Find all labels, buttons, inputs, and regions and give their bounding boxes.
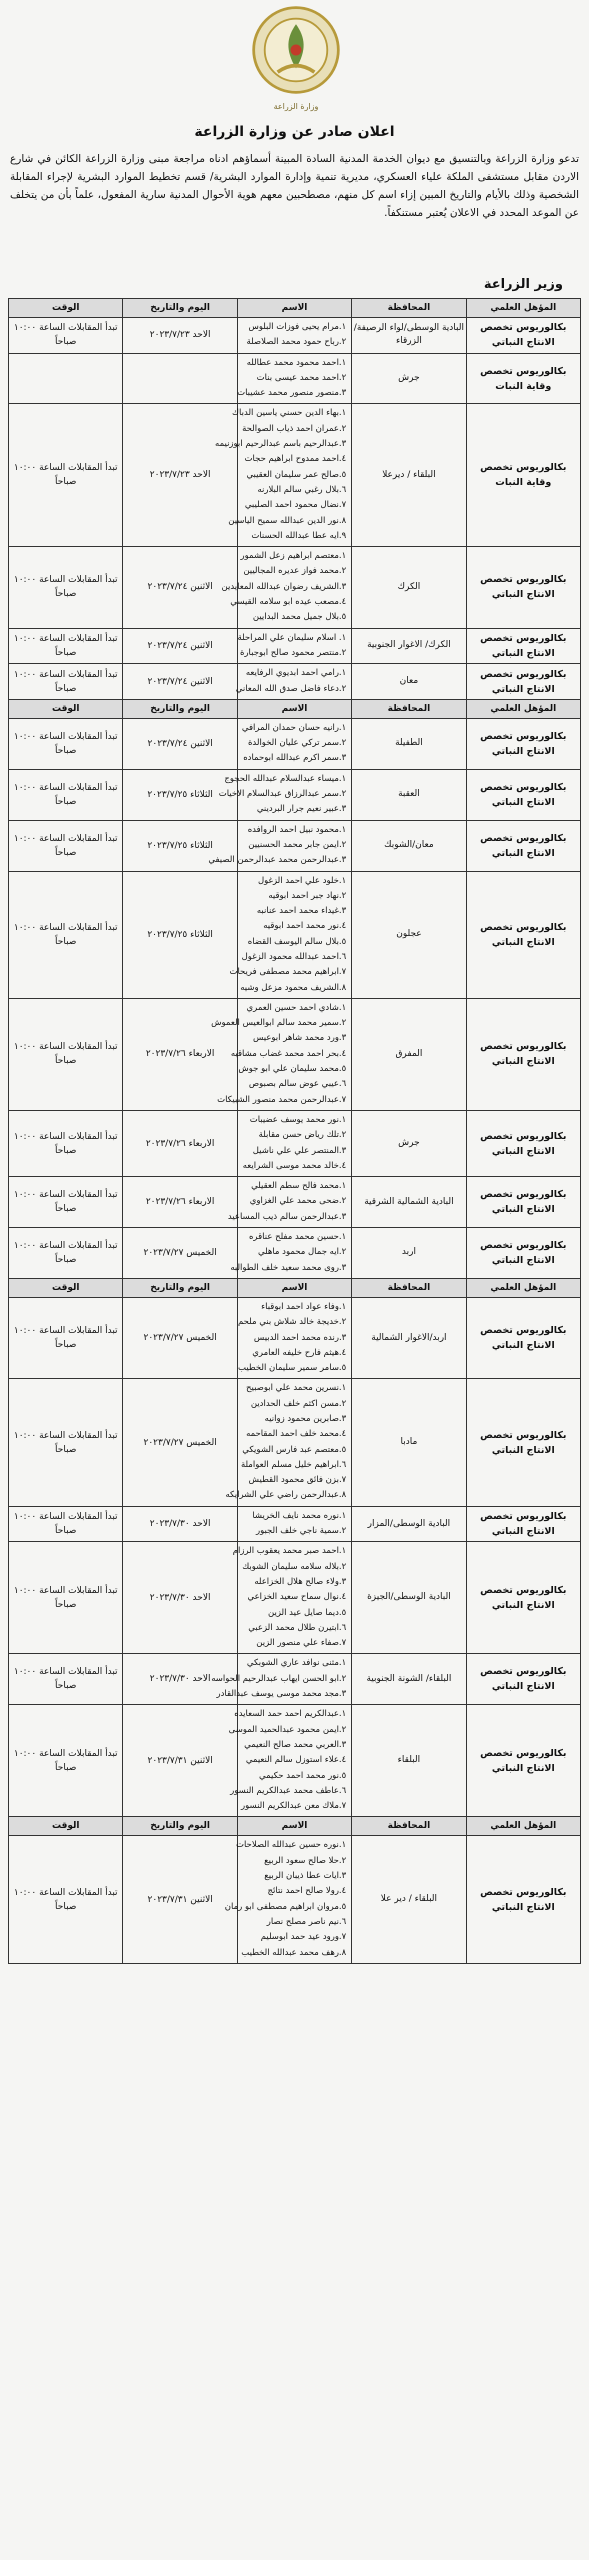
governorate-cell: معان/الشوبك bbox=[352, 820, 466, 871]
header-name: الاسم bbox=[237, 1278, 351, 1297]
date-cell: الاثنين ٢٠٢٣/٧/٢٤ bbox=[123, 664, 237, 700]
date-cell: الخميس ٢٠٢٣/٧/٢٧ bbox=[123, 1297, 237, 1378]
table-row bbox=[9, 404, 581, 547]
candidate-name: ١.رانيه حسان حمدان المرافي bbox=[241, 722, 347, 733]
governorate-cell: الكرك/ الاغوار الجنوبية bbox=[352, 628, 466, 664]
ministry-logo bbox=[250, 4, 342, 96]
candidate-name: ٣.المنتصر علي علي ناشيل bbox=[252, 1145, 347, 1156]
table-row bbox=[9, 769, 581, 820]
qualification-cell: بكالوريوس تخصص وقاية النبات bbox=[466, 353, 580, 404]
candidate-name: ١.ميساء عبدالسلام عبدالله الحجوج bbox=[224, 773, 347, 784]
governorate-cell: العقبة bbox=[352, 769, 466, 820]
candidate-name: ٤.بحر احمد محمد غضاب مشاقبه bbox=[230, 1048, 347, 1059]
candidate-name: ٣.عبير نعيم جرار البرديني bbox=[256, 804, 347, 815]
qualification-cell: بكالوريوس تخصص الانتاج النباتي bbox=[466, 1110, 580, 1176]
candidate-name: ١.احمد صبر محمد يعقوب الرزام bbox=[232, 1546, 347, 1557]
names-cell bbox=[218, 769, 351, 820]
time-cell: تبدأ المقابلات الساعة ١٠:٠٠ صباحاً bbox=[9, 1297, 123, 1378]
candidate-name: ٣.صابرين محمود زوانيه bbox=[264, 1414, 347, 1424]
qualification-cell: بكالوريوس تخصص الانتاج النباتي bbox=[466, 1542, 580, 1654]
qualification-cell: بكالوريوس تخصص الانتاج النباتي bbox=[466, 1297, 580, 1378]
header-governorate: المحافظة bbox=[352, 1278, 466, 1297]
date-cell: الاحد ٢٠٢٣/٧/٣٠ bbox=[123, 1654, 237, 1705]
table-row bbox=[9, 1379, 581, 1506]
time-cell: تبدأ المقابلات الساعة ١٠:٠٠ صباحاً bbox=[9, 628, 123, 664]
candidate-name: ٧.ورود عيد حمد ابوسليم bbox=[260, 1932, 347, 1943]
qualification-cell: بكالوريوس تخصص الانتاج النباتي bbox=[466, 1836, 580, 1963]
date-cell: الاحد ٢٠٢٣/٧/٣٠ bbox=[123, 1506, 237, 1542]
qualification-cell: بكالوريوس تخصص الانتاج النباتي bbox=[466, 664, 580, 700]
qualification-cell: بكالوريوس تخصص الانتاج النباتي bbox=[466, 628, 580, 664]
candidate-name: ٢.سمير محمد سالم ابوالعيس العموش bbox=[211, 1018, 347, 1029]
date-cell: الاربعاء ٢٠٢٣/٧/٢٦ bbox=[123, 1110, 237, 1176]
date-cell bbox=[123, 353, 237, 404]
qualification-cell: بكالوريوس تخصص الانتاج النباتي bbox=[466, 547, 580, 628]
qualification-cell: بكالوريوس تخصص الانتاج النباتي bbox=[466, 1506, 580, 1542]
governorate-cell: البادية الشمالية الشرقية bbox=[352, 1177, 466, 1228]
time-cell: تبدأ المقابلات الساعة ١٠:٠٠ صباحاً bbox=[9, 1506, 123, 1542]
date-cell: الاثنين ٢٠٢٣/٧/٢٤ bbox=[123, 547, 237, 628]
governorate-cell: معان bbox=[352, 664, 466, 700]
candidate-name: ٧.نضال محمود احمد الصليبي bbox=[244, 500, 347, 511]
candidate-name: ٢.ايه جمال محمود ماهلي bbox=[257, 1247, 347, 1258]
governorate-cell: البلقاء/ الشونة الجنوبية bbox=[352, 1654, 466, 1705]
candidate-name: ٦.نيم ناصر مصلح نصار bbox=[266, 1916, 347, 1927]
candidate-name: ٥.مروان ابراهيم مصطفى ابو رمان bbox=[224, 1901, 347, 1912]
candidate-name: ١.بهاء الدين حسني ياسين الدباك bbox=[232, 408, 347, 419]
header-governorate: المحافظة bbox=[352, 299, 466, 318]
candidate-name: ٢.سمر تركي عليان الخوالدة bbox=[247, 738, 347, 749]
names-cell bbox=[224, 1836, 351, 1963]
header-date: اليوم والتاريخ bbox=[123, 1817, 237, 1836]
names-cell bbox=[237, 628, 351, 664]
candidate-name: ٦.عاطف محمد عبدالكريم النسور bbox=[230, 1785, 347, 1796]
candidate-name: ٣.مجد محمد موسى يوسف عبدالقادر bbox=[216, 1689, 347, 1700]
governorate-cell: عجلون bbox=[352, 871, 466, 998]
names-cell bbox=[211, 1654, 351, 1705]
governorate-cell: الطفيلة bbox=[352, 718, 466, 769]
candidate-name: ٣.ايات عطا ذيبان الربيع bbox=[264, 1871, 347, 1882]
table-row bbox=[9, 353, 581, 404]
names-cell bbox=[208, 820, 351, 871]
time-cell: تبدأ المقابلات الساعة ١٠:٠٠ صباحاً bbox=[9, 1705, 123, 1817]
names-cell bbox=[227, 1177, 351, 1228]
candidate-name: ١.مرام يحيى فوزات البلوس bbox=[248, 322, 347, 332]
candidate-name: ٥.بلال جميل محمد البدايين bbox=[252, 612, 347, 623]
candidate-name: ٧.ابراهيم محمد مصطفى فريحات bbox=[229, 967, 347, 978]
header-time: الوقت bbox=[9, 299, 123, 318]
candidate-name: ٢.حلا صالح سعود الربيع bbox=[264, 1855, 347, 1866]
date-cell: الثلاثاء ٢٠٢٣/٧/٢٥ bbox=[123, 820, 237, 871]
table-row bbox=[9, 1110, 581, 1176]
table-row bbox=[9, 1542, 581, 1654]
candidate-name: ٤.مصعب عيده ابو سلامه القيسي bbox=[230, 597, 347, 608]
governorate-cell: البلقاء / ديرعلا bbox=[352, 404, 466, 547]
candidate-name: ٦.احمد عبدالله محمود الزغول bbox=[241, 951, 347, 962]
candidate-name: ٨.رهف محمد عبدالله الخطيب bbox=[241, 1947, 347, 1958]
table-row bbox=[9, 1297, 581, 1378]
candidate-name: ١.رامي احمد ابديوي الرفايعه bbox=[245, 668, 347, 679]
qualification-cell: بكالوريوس تخصص الانتاج النباتي bbox=[466, 1177, 580, 1228]
candidate-name: ٥.محمد سليمان علي ابو جوش bbox=[238, 1064, 347, 1075]
names-cell bbox=[237, 1297, 351, 1378]
candidate-name: ٢.خديجة خالد شلاش بني ملحم bbox=[238, 1317, 347, 1328]
candidate-name: ٣.عبدالرحمن سالم ذيب المساعيد bbox=[227, 1211, 347, 1222]
candidate-name: ٣.ولاء صالح هلال الخزاعله bbox=[254, 1576, 347, 1587]
names-cell bbox=[221, 547, 351, 628]
qualification-cell: بكالوريوس تخصص الانتاج النباتي bbox=[466, 769, 580, 820]
candidate-name: ٢.عمران احمد ذياب الصوالحة bbox=[242, 423, 347, 434]
candidate-name: ٨.عبدالرحمن راضي علي الشرايكه bbox=[225, 1490, 347, 1501]
names-cell bbox=[215, 404, 351, 547]
candidate-name: ١.محمود نبيل احمد الروافده bbox=[247, 824, 347, 835]
candidate-name: ١.نوره حسين عبدالله الصلاحات bbox=[235, 1840, 347, 1851]
candidate-name: ٤.خالد محمد موسى الشرايعه bbox=[242, 1160, 347, 1171]
time-cell: تبدأ المقابلات الساعة ١٠:٠٠ صباحاً bbox=[9, 871, 123, 998]
candidate-name: ٧.بزن فائق محمود القطيش bbox=[248, 1475, 347, 1486]
table-row bbox=[9, 1705, 581, 1817]
candidate-name: ٩.ايه عطا عبدالله الحسنات bbox=[251, 530, 347, 541]
time-cell: تبدأ المقابلات الساعة ١٠:٠٠ صباحاً bbox=[9, 1110, 123, 1176]
date-cell: الاحد ٢٠٢٣/٧/٢٣ bbox=[123, 404, 237, 547]
table-header-row bbox=[9, 1278, 581, 1297]
qualification-cell: بكالوريوس تخصص وقاية النبات bbox=[466, 404, 580, 547]
candidate-name: ٢.ايمن محمود عبدالحميد الموسى bbox=[228, 1724, 347, 1735]
qualification-cell: بكالوريوس تخصص الانتاج النباتي bbox=[466, 871, 580, 998]
candidate-name: ١.وفاء عواد احمد ابوقباء bbox=[261, 1301, 347, 1312]
candidate-name: ٢.سمية ناجي خلف الجبور bbox=[256, 1526, 347, 1537]
candidate-name: ١.مثنى نوافد عاري الشوبكي bbox=[246, 1658, 347, 1669]
candidate-name: ٢.محمد فواز عديره المجاليين bbox=[243, 566, 347, 577]
candidate-name: ١. اسلام سليمان علي المراحلة bbox=[237, 632, 347, 643]
date-cell: الاثنين ٢٠٢٣/٧/٢٤ bbox=[123, 628, 237, 664]
candidate-name: ٥.ديما صايل عيد الزين bbox=[267, 1607, 347, 1618]
time-cell: تبدأ المقابلات الساعة ١٠:٠٠ صباحاً bbox=[9, 1228, 123, 1279]
candidate-name: ١.نور محمد يوسف عضيبات bbox=[249, 1114, 347, 1125]
time-cell: تبدأ المقابلات الساعة ١٠:٠٠ صباحاً bbox=[9, 998, 123, 1110]
interview-table bbox=[8, 298, 581, 1964]
candidate-name: ٣.غيداء محمد احمد عنانبه bbox=[256, 906, 347, 917]
candidate-name: ١.محمد فالح سطم العقيلي bbox=[251, 1181, 347, 1192]
time-cell: تبدأ المقابلات الساعة ١٠:٠٠ صباحاً bbox=[9, 664, 123, 700]
header-qualification: المؤهل العلمي bbox=[466, 1278, 580, 1297]
time-cell: تبدأ المقابلات الساعة ١٠:٠٠ صباحاً bbox=[9, 1654, 123, 1705]
time-cell: تبدأ المقابلات الساعة ١٠:٠٠ صباحاً bbox=[9, 718, 123, 769]
table-row bbox=[9, 1228, 581, 1279]
candidate-name: ٢.مسن اكثم خلف الحدادين bbox=[250, 1398, 347, 1409]
governorate-cell: اربد bbox=[352, 1228, 466, 1279]
qualification-cell: بكالوريوس تخصص الانتاج النباتي bbox=[466, 1705, 580, 1817]
names-cell bbox=[211, 998, 351, 1110]
time-cell: تبدأ المقابلات الساعة ١٠:٠٠ صباحاً bbox=[9, 1542, 123, 1654]
candidate-name: ١.عبدالكريم احمد حمد السعايده bbox=[234, 1709, 347, 1720]
candidate-name: ٥.صالح عمر سليمان العقيبي bbox=[246, 469, 347, 480]
names-cell bbox=[237, 1110, 351, 1176]
candidate-name: ٥.بلال سالم اليوسف القضاه bbox=[247, 936, 347, 947]
date-cell: الاثنين ٢٠٢٣/٧/٣١ bbox=[123, 1836, 237, 1963]
candidate-name: ٣.روى محمد سعيد خلف الطوالبه bbox=[230, 1262, 347, 1273]
table-header-row bbox=[9, 299, 581, 318]
names-cell bbox=[237, 1506, 351, 1542]
signature-title: وزير الزراعة bbox=[483, 277, 563, 292]
header-qualification: المؤهل العلمي bbox=[466, 699, 580, 718]
candidate-name: ٢.احمد محمد عيسى بنات bbox=[256, 372, 347, 383]
table-row bbox=[9, 718, 581, 769]
candidate-name: ٦.عيبي عوض سالم بصبوص bbox=[248, 1079, 347, 1090]
candidate-name: ٤.نور محمد احمد ابوقيه bbox=[263, 921, 347, 932]
table-row bbox=[9, 1506, 581, 1542]
table-row bbox=[9, 820, 581, 871]
header-date: اليوم والتاريخ bbox=[123, 699, 237, 718]
time-cell bbox=[9, 353, 123, 404]
governorate-cell: المفرق bbox=[352, 998, 466, 1110]
candidate-name: ٢.بلاله سلامه سليمان الشوبك bbox=[242, 1561, 347, 1572]
governorate-cell: الكرك bbox=[352, 547, 466, 628]
governorate-cell: البادية الوسطى/المزار bbox=[352, 1506, 466, 1542]
candidate-name: ١.معتصم ابراهيم زعل الشمور bbox=[240, 551, 347, 562]
header-qualification: المؤهل العلمي bbox=[466, 1817, 580, 1836]
governorate-cell: البادية الوسطى/لواء الرصيفة/الزرقاء bbox=[352, 318, 466, 354]
header-time: الوقت bbox=[9, 699, 123, 718]
candidate-name: ١.شادي احمد حسين العمري bbox=[246, 1002, 347, 1013]
candidate-name: ١.نسرين محمد علي ابوصبيح bbox=[246, 1383, 347, 1394]
qualification-cell: بكالوريوس تخصص الانتاج النباتي bbox=[466, 318, 580, 354]
candidate-name: ٢.ايمن جابر محمد الحسنيين bbox=[248, 839, 347, 850]
header-time: الوقت bbox=[9, 1817, 123, 1836]
candidate-name: ٢.سمر عبدالرزاق عبدالسلام الاخيات bbox=[218, 789, 347, 800]
candidate-name: ٤.علاء استوزل سالم النعيمي bbox=[245, 1755, 347, 1766]
time-cell: تبدأ المقابلات الساعة ١٠:٠٠ صباحاً bbox=[9, 769, 123, 820]
candidate-name: ٢.ضحى محمد علي الغزاوي bbox=[249, 1196, 347, 1207]
header-name: الاسم bbox=[237, 299, 351, 318]
candidate-name: ٤.رولا صالح احمد نتائج bbox=[267, 1886, 347, 1897]
candidate-name: ٦.ابتيرن طلال محمد الزعبي bbox=[248, 1622, 347, 1633]
governorate-cell: البادية الوسطى/الجيزة bbox=[352, 1542, 466, 1654]
candidate-name: ٨.نور الدين عبدالله سميح الياسين bbox=[228, 515, 347, 526]
table-row bbox=[9, 664, 581, 700]
candidate-name: ١.خلود علي احمد الزغول bbox=[257, 875, 347, 886]
names-cell bbox=[225, 1379, 351, 1506]
time-cell: تبدأ المقابلات الساعة ١٠:٠٠ صباحاً bbox=[9, 404, 123, 547]
time-cell: تبدأ المقابلات الساعة ١٠:٠٠ صباحاً bbox=[9, 820, 123, 871]
candidate-name: ٥.معتصم عبد فارس الشويكي bbox=[242, 1444, 347, 1455]
candidate-name: ١.نوره محمد نايف الخريشا bbox=[252, 1510, 347, 1521]
candidate-name: ٢.رباح حمود محمد الصلاصلة bbox=[246, 337, 347, 348]
candidate-name: ٣.سمر اكرم عبدالله ابوحماده bbox=[243, 753, 347, 764]
candidate-name: ٣.الشريف رضوان عبدالله المعايدين bbox=[221, 581, 347, 592]
header-time: الوقت bbox=[9, 1278, 123, 1297]
table-row bbox=[9, 1654, 581, 1705]
announcement-title: اعلان صادر عن وزارة الزراعة bbox=[194, 124, 395, 140]
header-name: الاسم bbox=[237, 699, 351, 718]
candidate-name: ١.احمد محمود محمد عطالله bbox=[246, 357, 347, 368]
names-cell bbox=[228, 1705, 351, 1817]
table-header-row bbox=[9, 1817, 581, 1836]
candidate-name: ٣.رنده محمد احمد الدبيس bbox=[253, 1332, 347, 1343]
names-cell bbox=[237, 664, 351, 700]
candidate-name: ٣.ورد محمد شاهر ابوعيس bbox=[252, 1033, 347, 1044]
time-cell: تبدأ المقابلات الساعة ١٠:٠٠ صباحاً bbox=[9, 1836, 123, 1963]
qualification-cell: بكالوريوس تخصص الانتاج النباتي bbox=[466, 1379, 580, 1506]
qualification-cell: بكالوريوس تخصص الانتاج النباتي bbox=[466, 1654, 580, 1705]
candidate-name: ٤.احمد ممدوح ابراهيم حجات bbox=[244, 454, 347, 465]
candidate-name: ٥.نور محمد احمد حكيمي bbox=[259, 1770, 347, 1781]
qualification-cell: بكالوريوس تخصص الانتاج النباتي bbox=[466, 718, 580, 769]
candidate-name: ٢.نهاد جبر احمد ابوقيه bbox=[268, 890, 347, 901]
table-row bbox=[9, 1177, 581, 1228]
candidate-name: ٧.صفاء علي منصور الزين bbox=[256, 1638, 347, 1649]
candidate-name: ٤.نوال سماح سعيد الخزاعي bbox=[247, 1592, 347, 1603]
candidate-name: ٣.منصور منصور محمد عشيبات bbox=[237, 388, 347, 399]
time-cell: تبدأ المقابلات الساعة ١٠:٠٠ صباحاً bbox=[9, 547, 123, 628]
candidate-name: ٣.عبدالرحمن محمد عبدالرحمن الصيفي bbox=[208, 855, 347, 866]
candidate-name: ٤.هيثم فارح خليفه العامري bbox=[252, 1347, 347, 1358]
names-cell bbox=[237, 718, 351, 769]
governorate-cell: البلقاء bbox=[352, 1705, 466, 1817]
qualification-cell: بكالوريوس تخصص الانتاج النباتي bbox=[466, 820, 580, 871]
candidate-name: ٨.الشريف محمود مزعل وشيه bbox=[240, 982, 347, 993]
names-cell bbox=[229, 871, 351, 998]
candidate-name: ٧.عبدالرحمن محمد منصور الشبيكات bbox=[217, 1094, 347, 1105]
header-governorate: المحافظة bbox=[352, 1817, 466, 1836]
table-row bbox=[9, 871, 581, 998]
header-name: الاسم bbox=[237, 1817, 351, 1836]
header-qualification: المؤهل العلمي bbox=[466, 299, 580, 318]
announcement-body: تدعو وزارة الزراعة وبالتنسيق مع ديوان الخدمة المدنية السادة المبينة أسماؤهم ادناه مراجعة مبنى وزارة الزراعة الكائن في شارع الاردن مقابل مستشفى الملكة علياء العسكري، مديرية تنمية وإدارة الموارد البشرية/ قسم تخطيط الموارد البشرية لإجراء المقابلة الشخصية وذلك بالأيام والتاريخ المبين إزاء اسم كل منهم، مصطحبين معهم هوية الأحوال المدنية سارية المفعول، علماً بأن من يتخلف عن الموعد المحدد في الاعلان يُعتبر مستنكفاً. bbox=[10, 153, 579, 219]
candidate-name: ٦.ابراهيم خليل مسلم العواملة bbox=[240, 1459, 347, 1470]
governorate-cell: جرش bbox=[352, 1110, 466, 1176]
date-cell: الاحد ٢٠٢٣/٧/٢٣ bbox=[123, 318, 237, 354]
table-row bbox=[9, 1836, 581, 1963]
candidate-name: ٢.ابو الحسن ايهاب عبدالرحيم الحواسه bbox=[211, 1673, 347, 1684]
table-row bbox=[9, 318, 581, 354]
date-cell: الثلاثاء ٢٠٢٣/٧/٢٥ bbox=[123, 871, 237, 998]
time-cell: تبدأ المقابلات الساعة ١٠:٠٠ صباحاً bbox=[9, 318, 123, 354]
names-cell bbox=[237, 353, 351, 404]
header-date: اليوم والتاريخ bbox=[123, 1278, 237, 1297]
candidate-name: ٣.عبدالرحيم باسم عبدالرحيم ابوزنيمه bbox=[215, 439, 347, 450]
candidate-name: ٦.بلال رغبي سالم البلارنه bbox=[257, 484, 347, 495]
qualification-cell: بكالوريوس تخصص الانتاج النباتي bbox=[466, 998, 580, 1110]
governorate-cell: مادبا bbox=[352, 1379, 466, 1506]
candidate-name: ٣.العربي محمد صالح النعيمي bbox=[244, 1739, 347, 1750]
names-cell bbox=[230, 1228, 351, 1279]
candidate-name: ١.حسين محمد مفلح عناقره bbox=[248, 1232, 347, 1243]
candidate-name: ٥.سامر سمير سليمان الخطيب bbox=[238, 1363, 347, 1374]
table-row bbox=[9, 547, 581, 628]
date-cell: الاربعاء ٢٠٢٣/٧/٢٦ bbox=[123, 998, 237, 1110]
date-cell: الثلاثاء ٢٠٢٣/٧/٢٥ bbox=[123, 769, 237, 820]
qualification-cell: بكالوريوس تخصص الانتاج النباتي bbox=[466, 1228, 580, 1279]
date-cell: الاحد ٢٠٢٣/٧/٣٠ bbox=[123, 1542, 237, 1654]
table-row bbox=[9, 628, 581, 664]
candidate-name: ٤.محمد خلف احمد المقاحمه bbox=[246, 1429, 347, 1440]
date-cell: الخميس ٢٠٢٣/٧/٢٧ bbox=[123, 1228, 237, 1279]
time-cell: تبدأ المقابلات الساعة ١٠:٠٠ صباحاً bbox=[9, 1379, 123, 1506]
governorate-cell: البلقاء / دير علا bbox=[352, 1836, 466, 1963]
governorate-cell: جرش bbox=[352, 353, 466, 404]
date-cell: الاثنين ٢٠٢٣/٧/٣١ bbox=[123, 1705, 237, 1817]
candidate-name: ٢.دعاء فاضل صدق الله المعاني bbox=[235, 683, 347, 694]
date-cell: الاثنين ٢٠٢٣/٧/٢٤ bbox=[123, 718, 237, 769]
names-cell bbox=[232, 1542, 351, 1654]
date-cell: الخميس ٢٠٢٣/٧/٢٧ bbox=[123, 1379, 237, 1506]
table-row bbox=[9, 998, 581, 1110]
time-cell: تبدأ المقابلات الساعة ١٠:٠٠ صباحاً bbox=[9, 1177, 123, 1228]
header-date: اليوم والتاريخ bbox=[123, 299, 237, 318]
logo-caption: وزارة الزراعة bbox=[273, 102, 319, 111]
candidate-name: ٧.ملاك معن عبدالكريم النسور bbox=[241, 1801, 347, 1812]
names-cell bbox=[237, 318, 351, 354]
date-cell: الاربعاء ٢٠٢٣/٧/٢٦ bbox=[123, 1177, 237, 1228]
governorate-cell: اربد/الاغوار الشمالية bbox=[352, 1297, 466, 1378]
table-header-row bbox=[9, 699, 581, 718]
header-governorate: المحافظة bbox=[352, 699, 466, 718]
candidate-name: ٢.منتصر محمود صالح ابوجبارة bbox=[239, 647, 347, 658]
candidate-name: ٢.تلك رياض حسن مقابلة bbox=[258, 1130, 347, 1141]
